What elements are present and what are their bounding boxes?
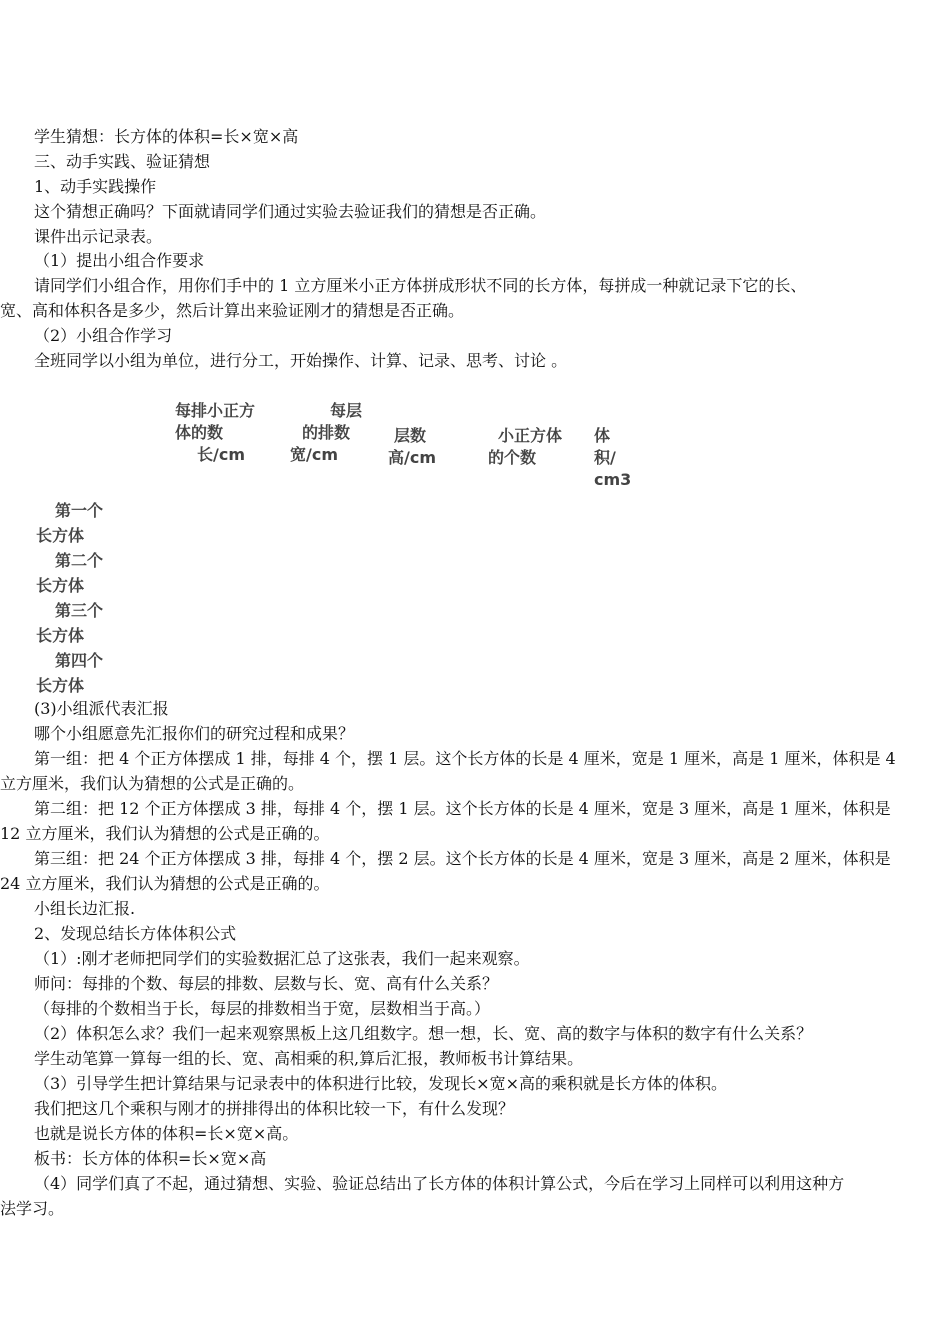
heading-step-3: (3)小组派代表汇报 [34,699,169,718]
paragraph-group-1-cont: 立方厘米，我们认为猜想的公式是正确的。 [0,774,305,793]
paragraph-group-1: 第一组：把 4 个正方体摆成 1 排，每排 4 个，摆 1 层。这个长方体的长是 4 厘米，宽是 1 厘米，高是 1 厘米，体积是 4 [34,749,896,768]
table-row-3: 第三个 长方体 [36,601,104,645]
paragraph-which-group: 哪个小组愿意先汇报你们的研究过程和成果？ [34,724,355,743]
heading-section-three: 三、动手实践、验证猜想 [34,152,211,171]
paragraph-courseware: 课件出示记录表。 [34,227,163,246]
paragraph-findings: 我们把这几个乘积与刚才的拼排得出的体积比较一下，有什么发现？ [34,1099,515,1118]
paragraph-observe-table: （1）:刚才老师把同学们的实验数据汇总了这张表，我们一起来观察。 [34,949,530,968]
paragraph-how-volume: （2）体积怎么求？我们一起来观察黑板上这几组数字。想一想，长、宽、高的数字与体积的数字有什么关系？ [34,1024,813,1043]
table-row-4: 第四个 长方体 [36,651,104,695]
paragraph-question: 这个猜想正确吗？下面就请同学们通过实验去验证我们的猜想是否正确。 [34,202,547,221]
table-header-length: 每排小正方 体的数 长/cm [175,401,256,464]
table-header-width: 每层 的排数 宽/cm [290,401,363,464]
paragraph-instructions-cont: 宽、高和体积各是多少，然后计算出来验证刚才的猜想是否正确。 [0,301,465,320]
table-row-2: 第二个 长方体 [36,551,104,595]
paragraph-conclusion: 也就是说长方体的体积=长×宽×高。 [34,1124,299,1143]
table-header-volume: 体 积/ cm3 [594,426,632,489]
heading-hands-on: 1、动手实践操作 [34,177,157,196]
table-row-1: 第一个 长方体 [36,501,104,545]
heading-discover-formula: 2、发现总结长方体体积公式 [34,924,237,943]
paragraph-teacher-question: 师问：每排的个数、每层的排数、层数与长、宽、高有什么关系？ [34,974,499,993]
paragraph-board-writing: 板书：长方体的体积=长×宽×高 [34,1149,267,1168]
paragraph-calculate: 学生动笔算一算每一组的长、宽、高相乘的积,算后汇报，教师板书计算结果。 [34,1049,584,1068]
paragraph-group-work: 全班同学以小组为单位，进行分工，开始操作、计算、记录、思考、讨论 。 [34,351,568,370]
paragraph-praise: （4）同学们真了不起，通过猜想、实验、验证总结出了长方体的体积计算公式，今后在学习上同样可以利用这种方 [34,1174,845,1193]
paragraph-group-2: 第二组：把 12 个正方体摆成 3 排，每排 4 个，摆 1 层。这个长方体的长是 4 厘米，宽是 3 厘米，高是 1 厘米，体积是 [34,799,891,818]
table-header-cube-count: 小正方体 的个数 [488,426,563,467]
paragraph-compare: （3）引导学生把计算结果与记录表中的体积进行比较，发现长×宽×高的乘积就是长方体的体积。 [34,1074,727,1093]
paragraph-group-2-cont: 12 立方厘米，我们认为猜想的公式是正确的。 [0,824,330,843]
paragraph-student-guess: 学生猜想：长方体的体积=长×宽×高 [34,127,299,146]
paragraph-answer: （每排的个数相当于长，每层的排数相当于宽，层数相当于高。） [34,999,491,1018]
paragraph-instructions: 请同学们小组合作，用你们手中的 1 立方厘米小正方体拼成形状不同的长方体，每拼成一种就记录下它的长、 [34,276,807,295]
heading-step-1: （1）提出小组合作要求 [34,251,205,270]
paragraph-leader-report: 小组长边汇报. [34,899,136,918]
heading-step-2: （2）小组合作学习 [34,326,173,345]
table-header-height: 层数 高/cm [388,426,437,467]
paragraph-group-3: 第三组：把 24 个正方体摆成 3 排，每排 4 个，摆 2 层。这个长方体的长是 4 厘米，宽是 3 厘米，高是 2 厘米，体积是 [34,849,891,868]
paragraph-group-3-cont: 24 立方厘米，我们认为猜想的公式是正确的。 [0,874,330,893]
paragraph-praise-cont: 法学习。 [0,1199,65,1218]
